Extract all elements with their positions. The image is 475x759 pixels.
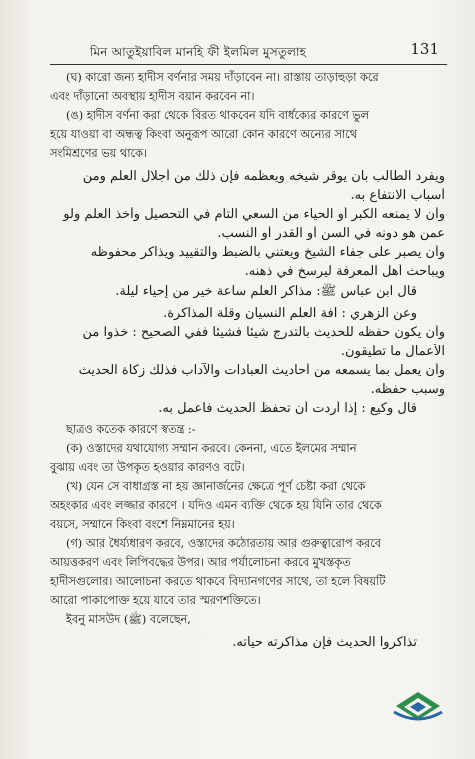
paragraph-line: হয়ে যাওয়া বা অন্ধত্ব কিংবা অনুরূপ আরো কোন কারণে অন্যের সাথে: [50, 128, 358, 141]
publisher-logo-icon: [388, 690, 448, 724]
running-header-title: মিন আতুইয়াবিল মানহি ফী ইলমিল মুসতুলাহ: [90, 45, 307, 59]
paragraph-line: ছাত্রও কতেক কারণে স্বতন্ত্র :-: [66, 423, 196, 436]
arabic-line: وأن يصبر على جفاء الشيخ ويعتني بالضبط والتقييد ويذاكر محفوظه: [90, 245, 445, 260]
paragraph-line: আরো পাকাপোক্ত হয়ে যাবে তার স্মরণশক্তিতে।: [50, 594, 261, 607]
paragraph-line: (ঙ) হাদীস বর্ণনা করা থেকে বিরত থাকবেন যদি বার্ধক্যের কারণে ভুল: [66, 109, 370, 122]
arabic-line: الأعمال ما تطيقون.: [340, 344, 445, 359]
paragraph-line: বুঝায় এবং তা উপকৃত হওয়ার কারণও বটে।: [50, 461, 245, 474]
arabic-line: قال وكيع : إذا أردت أن تحفظ الحديث فاعمل به.: [158, 401, 417, 416]
running-header: [50, 40, 447, 65]
paragraph-line: ইবনু মাসউদ (ﷺ) বলেছেন,: [66, 613, 191, 626]
paragraph-line: অহংকার এবং লজ্জার কারণে । যদিও এমন ব্যক্তি থেকে হয় যিনি তার থেকে: [50, 499, 382, 512]
arabic-line: ويفرد الطالب بأن يوقر شيخه ويعظمه فإن ذلك من أجلال العلم ومن: [82, 169, 445, 184]
arabic-line: تذاكروا الحديث فإن مذاكرته حياته.: [232, 635, 417, 650]
arabic-line: وأن يكون حفظه للحديث بالتدرج شيئا فشيئا ففي الصحيح : خذوا من: [82, 325, 445, 340]
paragraph-line: (খ) যেন সে বাধাগ্রস্ত না হয় জ্ঞানার্জনের ক্ষেত্রে পূর্ণ চেষ্টা করা থেকে: [66, 480, 366, 493]
paragraph-line: আয়ত্তকরণ এবং লিপিবদ্ধের উপর। আর পর্যালোচনা করবে মুখস্তকৃত: [50, 556, 351, 569]
page-number: 131: [410, 40, 439, 58]
paragraph-line: এবং দাঁড়ানো অবস্থায় হাদীস বয়ান করবেন না।: [50, 90, 255, 103]
arabic-line: ويباحث أهل المعرفة ليرسخ في ذهنه.: [244, 264, 445, 279]
paragraph-line: হাদীসগুলোর। আলোচনা করতে থাকবে বিদ্যানগণের সাথে, তা হলে বিষয়টি: [50, 575, 386, 588]
arabic-line: وأن لا يمنعه الكبر أو الحياء من السعي التام في التحصيل وأخذ العلم ولو: [63, 207, 445, 222]
arabic-line: وعن الزهري : آفة العلم النسيان وقلة المذاكرة.: [163, 306, 417, 321]
paragraph-line: বয়সে, সম্মানে কিংবা বংশে নিম্নমানের হয়।: [50, 518, 235, 531]
arabic-line: وسبب حفظه.: [370, 382, 445, 397]
paragraph-line: (গ) আর ধৈর্য্যধারণ করবে, ওস্তাদের কঠোরতায় আর গুরুত্বারোপ করবে: [66, 537, 382, 550]
arabic-line: قال ابن عباس ﷺ: مذاكر العلم ساعة خير من إحياء ليلة.: [115, 284, 417, 299]
arabic-line: عمن هو دونه في السن أو القدر أو النسب.: [217, 226, 445, 241]
arabic-line: وأن يعمل بما يسمعه من أحاديث العبادات والآداب فذلك زكاة الحديث: [78, 363, 445, 378]
arabic-line: أسباب الانتفاع به.: [350, 188, 445, 203]
paragraph-line: (ঘ) কারো জন্য হাদীস বর্ণনার সময় দাঁড়াবেন না। রাস্তায় তাড়াহুড়া করে: [66, 71, 379, 84]
page-body: [50, 68, 445, 650]
paragraph-line: (ক) ওস্তাদের যথাযোগ্য সম্মান করবে। কেননা, এতে ইলমের সম্মান: [66, 442, 357, 455]
paragraph-line: সংমিশ্রণের ভয় থাকে।: [50, 147, 147, 160]
